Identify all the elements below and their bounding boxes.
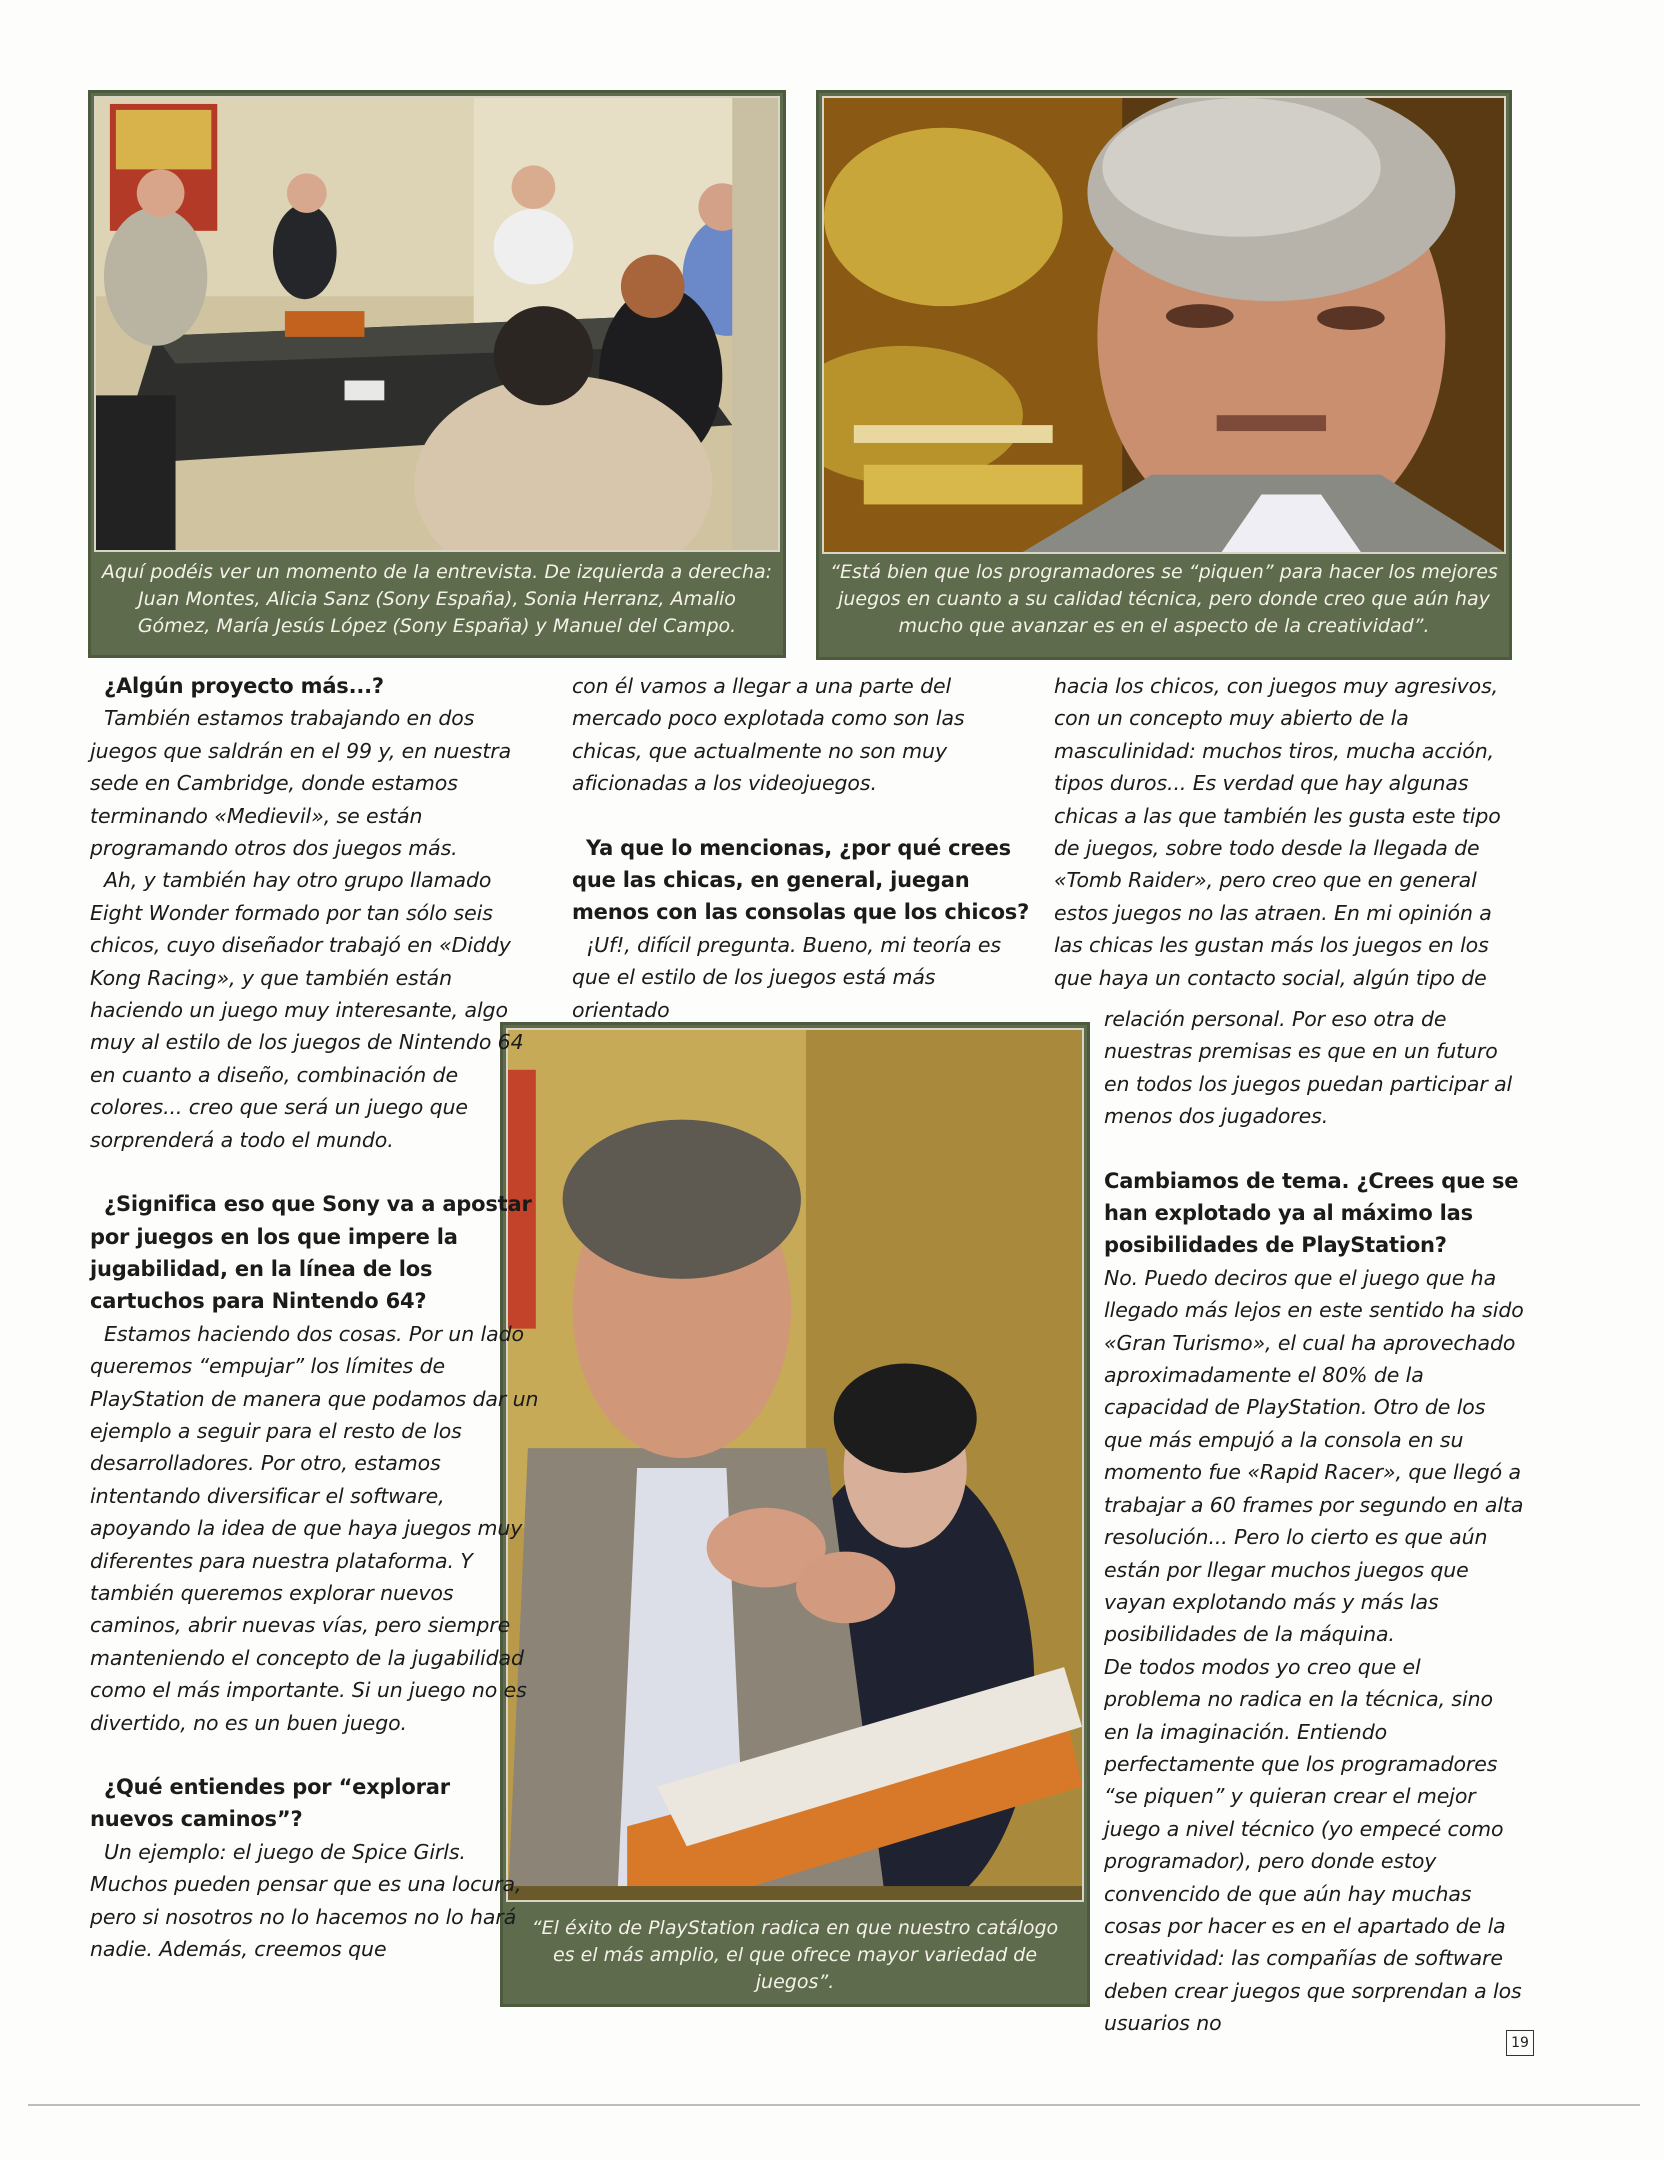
- text-column-3-top: [1054, 670, 1522, 994]
- answer-1: También estamos trabajando en dos juegos que saldrán en el 99 y, en nuestra sede en Cambridge, donde estamos terminando «Medievil», se están programando otros dos juegos más.: [90, 706, 512, 861]
- text-column-2: [572, 670, 1034, 1026]
- bottom-rule: [28, 2104, 1640, 2106]
- meeting-photo-caption: Aquí podéis ver un momento de la entrevista. De izquierda a derecha: Juan Montes, Alicia Sanz (Sony España), Sonia Herranz, Amalio Gómez, María Jesús López (Sony España) y Manuel del Campo.: [101, 561, 773, 637]
- talking-photo: [506, 1028, 1084, 1902]
- talking-photo-caption: “El éxito de PlayStation radica en que nuestro catálogo es el más amplio, el que ofrece mayor variedad de juegos”.: [531, 1917, 1059, 1993]
- question-2: ¿Significa eso que Sony va a apostar por juegos en los que impere la jugabilidad, en la línea de los cartuchos para Nintendo 64?: [90, 1192, 532, 1314]
- question-1: ¿Algún proyecto más...?: [104, 674, 384, 698]
- answer-5: No. Puedo deciros que el juego que ha llegado más lejos en este sentido ha sido «Gran Turismo», el cual ha aprovechado aproximadamente el 80% de la capacidad de PlayStation. Otro de los que más empujó a la consola en su momento fue «Rapid Racer», que llegó a trabajar a 60 frames por segundo en alta resolución... Pero lo cierto es que aún están por llegar muchos juegos que vayan explotando más y más las posibilidades de la máquina.: [1104, 1265, 1524, 1647]
- question-5: Cambiamos de tema. ¿Crees que se han explotado ya al máximo las posibilidades de PlayStation?: [1104, 1168, 1519, 1258]
- meeting-photo: [94, 96, 780, 552]
- portrait-photo: [822, 96, 1506, 554]
- text-column-1: [90, 670, 540, 1965]
- answer-3-cont: con él vamos a llegar a una parte del mercado poco explotada como son las chicas, que actualmente no son muy aficionadas a los videojuegos.: [572, 674, 965, 796]
- talking-photo-panel: [500, 1022, 1090, 2007]
- answer-1-cont: Ah, y también hay otro grupo llamado Eight Wonder formado por tan sólo seis chicos, cuyo diseñador trabajó en «Diddy Kong Racing», y que también están haciendo un juego muy interesante, algo muy al estilo de los juegos de Nintendo 64 en cuanto a diseño, combinación de colores... creo que será un juego que sorprenderá a todo el mundo.: [90, 868, 524, 1152]
- answer-4-cont: hacia los chicos, con juegos muy agresivos, con un concepto muy abierto de la masculinidad: muchos tiros, mucha acción, tipos duros... Es verdad que hay algunas chicas a las que también les gusta este tipo de juegos, sobre todo desde la llegada de «Tomb Raider», pero creo que en general estos juegos no las atraen. En mi opinión a las chicas les gustan más los juegos en los que haya un contacto social, algún tipo de: [1054, 674, 1501, 990]
- answer-3: Un ejemplo: el juego de Spice Girls. Muchos pueden pensar que es una locura, pero si nosotros no lo hacemos no lo hará nadie. Además, creemos que: [90, 1839, 522, 1962]
- answer-4-end: relación personal. Por eso otra de nuestras premisas es que en un futuro en todos los juegos puedan participar al menos dos jugadores.: [1104, 1007, 1513, 1129]
- answer-5-cont: De todos modos yo creo que el problema no radica en la técnica, sino en la imaginación. Entiendo perfectamente que los programadores “se piquen” y quieran crear el mejor juego a nivel técnico (yo empecé como programador), pero donde estoy convencido de que aún hay muchas cosas por hacer es en el apartado de la creatividad: las compañías de software deben crear juegos que sorprendan a los usuarios no: [1104, 1654, 1522, 2036]
- portrait-photo-caption: “Está bien que los programadores se “piquen” para hacer los mejores juegos en cuanto a su calidad técnica, pero donde creo que aún hay mucho que avanzar es en el aspecto de la creatividad”.: [830, 561, 1498, 637]
- meeting-photo-panel: [88, 90, 786, 658]
- question-4: Ya que lo mencionas, ¿por qué crees que las chicas, en general, juegan menos con las consolas que los chicos?: [572, 835, 1030, 925]
- text-column-3: [1104, 1003, 1524, 2040]
- portrait-photo-panel: [816, 90, 1512, 660]
- question-3: ¿Qué entiendes por “explorar nuevos caminos”?: [90, 1775, 450, 1832]
- answer-2: Estamos haciendo dos cosas. Por un lado queremos “empujar” los límites de PlayStation de manera que podamos dar un ejemplo a seguir para el resto de los desarrolladores. Por otro, estamos intentando diversificar el software, apoyando la idea de que haya juegos muy diferentes para nuestra plataforma. Y también queremos explorar nuevos caminos, abrir nuevas vías, pero siempre manteniendo el concepto de la jugabilidad como el más importante. Si un juego no es divertido, no es un buen juego.: [90, 1321, 539, 1735]
- answer-4: ¡Uf!, difícil pregunta. Bueno, mi teoría es que el estilo de los juegos está más orientado: [572, 932, 1001, 1022]
- page-number: 19: [1506, 2030, 1534, 2056]
